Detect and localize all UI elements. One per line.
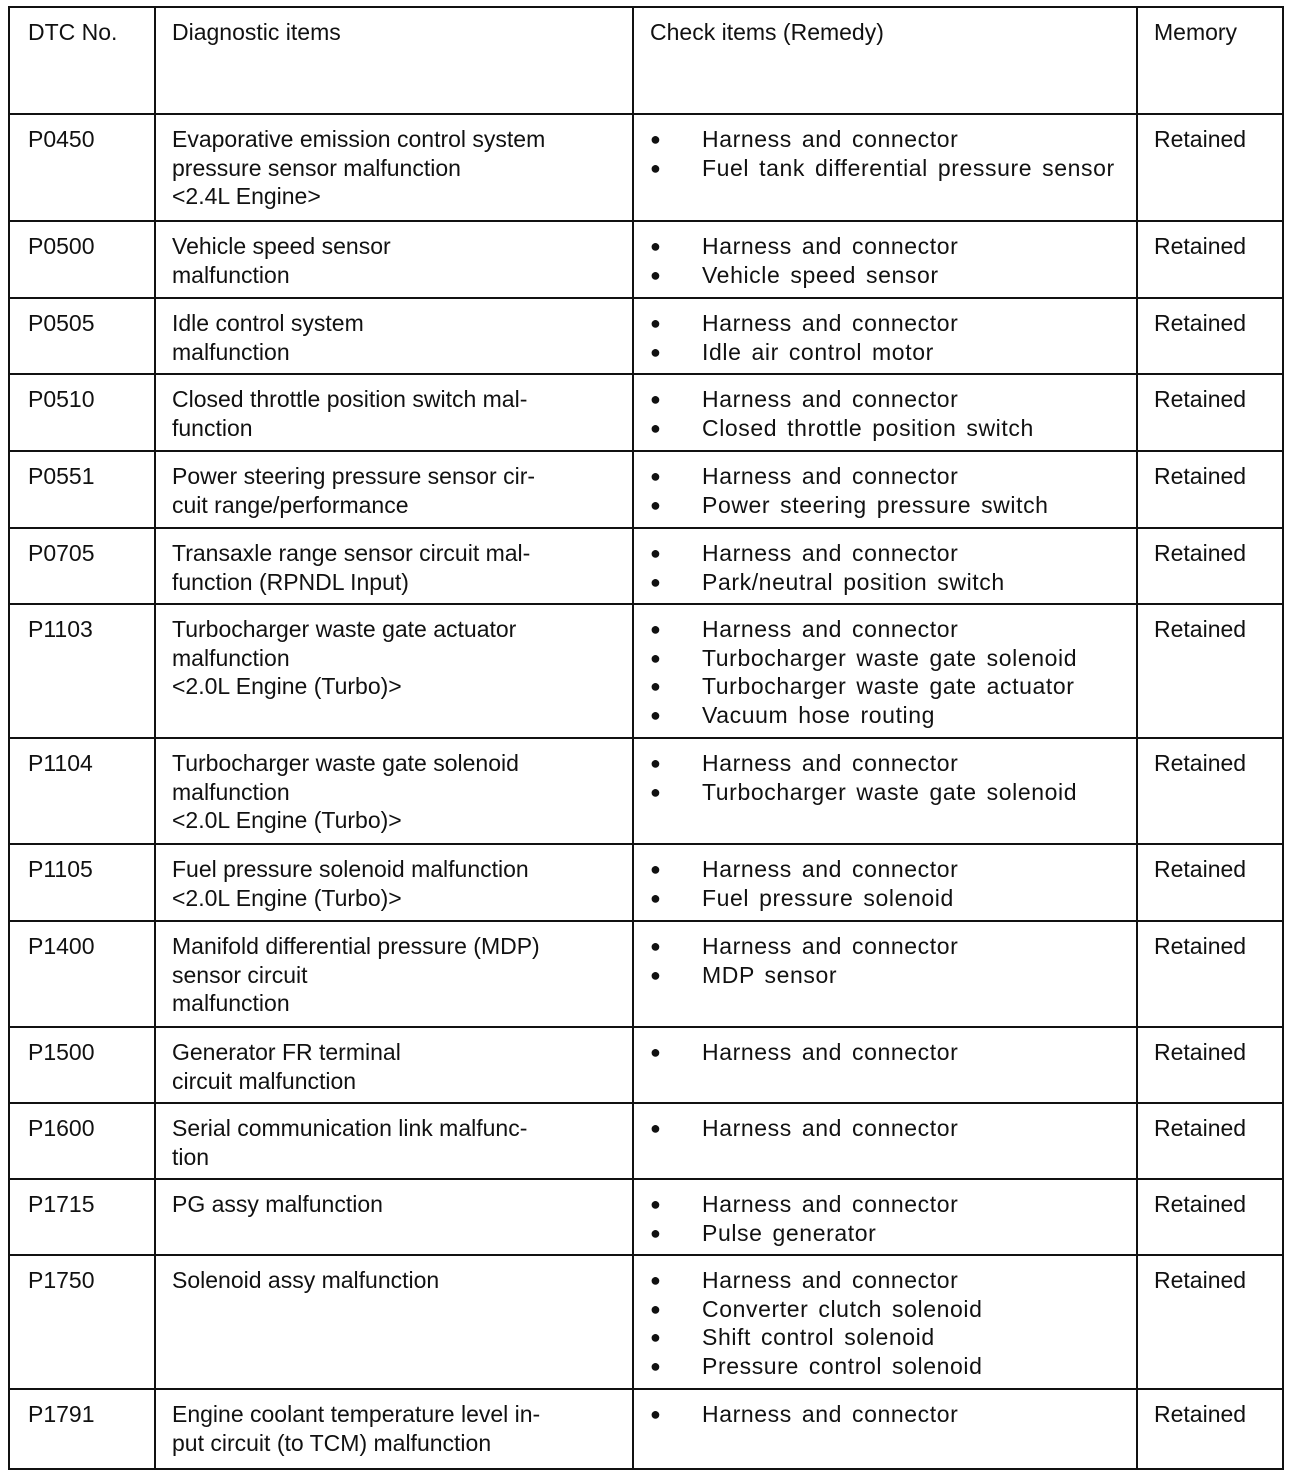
check-item xyxy=(650,462,1126,491)
check-item-text: ● Harness and connector xyxy=(702,233,959,259)
diagnostic-item xyxy=(155,114,633,221)
dtc-code: P1104 xyxy=(9,738,155,844)
check-items xyxy=(633,1027,1137,1103)
check-item xyxy=(650,539,1126,568)
diagnostic-line: circuit malfunction xyxy=(172,1067,357,1094)
check-item xyxy=(650,1295,1126,1324)
diagnostic-line: Generator FR terminal xyxy=(172,1039,401,1065)
diagnostic-line: PG assy malfunction xyxy=(172,1191,383,1217)
diagnostic-line: function (RPNDL Input) xyxy=(172,568,409,595)
check-item-text: ● Fuel tank differential pressure sensor xyxy=(702,154,1115,181)
diagnostic-line: cuit range/performance xyxy=(172,491,409,518)
diagnostic-item xyxy=(155,298,633,374)
dtc-table xyxy=(8,6,1284,1470)
check-item-text: ● Harness and connector xyxy=(702,1115,959,1141)
check-item xyxy=(650,491,1126,520)
diagnostic-line: Transaxle range sensor circuit mal- xyxy=(172,540,531,566)
check-item-text: ● Harness and connector xyxy=(702,933,959,959)
table-row xyxy=(9,1389,1283,1469)
memory-value: Retained xyxy=(1137,221,1283,298)
check-item xyxy=(650,309,1126,338)
check-item xyxy=(650,385,1126,414)
dtc-code: P0500 xyxy=(9,221,155,298)
memory-value: Retained xyxy=(1137,738,1283,844)
diagnostic-line: Evaporative emission control system xyxy=(172,126,546,152)
check-item xyxy=(650,932,1126,961)
header-dtc-no: DTC No. xyxy=(9,7,155,114)
check-item xyxy=(650,701,1126,730)
memory-value: Retained xyxy=(1137,1179,1283,1255)
dtc-code: P1400 xyxy=(9,921,155,1027)
diagnostic-item xyxy=(155,1027,633,1103)
check-item-text: ● Harness and connector xyxy=(702,1267,959,1293)
diagnostic-line: Solenoid assy malfunction xyxy=(172,1267,440,1293)
diagnostic-item xyxy=(155,1255,633,1389)
check-item xyxy=(650,1400,1126,1429)
check-item xyxy=(650,961,1126,990)
dtc-code: P0505 xyxy=(9,298,155,374)
table-body xyxy=(9,114,1283,1469)
diagnostic-line: malfunction xyxy=(172,990,290,1017)
check-item-text: ● Pulse generator xyxy=(702,1219,877,1246)
diagnostic-line: put circuit (to TCM) malfunction xyxy=(172,1429,492,1456)
check-item-text: ● Shift control solenoid xyxy=(702,1324,935,1351)
table-row xyxy=(9,114,1283,221)
check-items xyxy=(633,374,1137,451)
diagnostic-line: Manifold differential pressure (MDP) xyxy=(172,933,540,959)
diagnostic-line: <2.4L Engine> xyxy=(172,183,321,210)
check-item-text: ● Park/neutral position switch xyxy=(702,568,1005,595)
check-item xyxy=(650,261,1126,290)
check-item-text: ● Closed throttle position switch xyxy=(702,414,1034,441)
check-items xyxy=(633,451,1137,528)
check-item-text: ● Turbocharger waste gate actuator xyxy=(702,673,1075,700)
diagnostic-line: tion xyxy=(172,1143,210,1170)
check-items xyxy=(633,921,1137,1027)
diagnostic-item xyxy=(155,921,633,1027)
table-row xyxy=(9,1179,1283,1255)
table-row xyxy=(9,374,1283,451)
diagnostic-line: malfunction xyxy=(172,261,290,288)
dtc-code: P1600 xyxy=(9,1103,155,1179)
dtc-code: P1500 xyxy=(9,1027,155,1103)
table-row xyxy=(9,1103,1283,1179)
check-items xyxy=(633,114,1137,221)
table-row xyxy=(9,604,1283,738)
check-item-text: ● Power steering pressure switch xyxy=(702,491,1049,518)
diagnostic-line: Vehicle speed sensor xyxy=(172,233,391,259)
table-row xyxy=(9,1255,1283,1389)
check-item xyxy=(650,1266,1126,1295)
check-item xyxy=(650,125,1126,154)
diagnostic-item xyxy=(155,374,633,451)
diagnostic-line: Turbocharger waste gate actuator xyxy=(172,616,517,642)
memory-value: Retained xyxy=(1137,1103,1283,1179)
dtc-code: P1791 xyxy=(9,1389,155,1469)
table-row xyxy=(9,298,1283,374)
dtc-code: P0510 xyxy=(9,374,155,451)
check-item-text: ● Harness and connector xyxy=(702,310,959,336)
check-item xyxy=(650,1190,1126,1219)
memory-value: Retained xyxy=(1137,1389,1283,1469)
dtc-code: P0551 xyxy=(9,451,155,528)
check-item-text: ● Turbocharger waste gate solenoid xyxy=(702,644,1078,671)
table-row xyxy=(9,844,1283,921)
diagnostic-line: malfunction xyxy=(172,778,290,805)
memory-value: Retained xyxy=(1137,374,1283,451)
check-item-text: ● Harness and connector xyxy=(702,856,959,882)
check-items xyxy=(633,844,1137,921)
check-item xyxy=(650,232,1126,261)
check-item xyxy=(650,855,1126,884)
diagnostic-item xyxy=(155,1389,633,1469)
diagnostic-line: sensor circuit xyxy=(172,961,308,988)
memory-value: Retained xyxy=(1137,451,1283,528)
diagnostic-line: <2.0L Engine (Turbo)> xyxy=(172,807,402,834)
dtc-code: P1750 xyxy=(9,1255,155,1389)
check-item-text: ● Harness and connector xyxy=(702,540,959,566)
diagnostic-item xyxy=(155,844,633,921)
table-row xyxy=(9,221,1283,298)
check-item xyxy=(650,414,1126,443)
diagnostic-item xyxy=(155,604,633,738)
memory-value: Retained xyxy=(1137,528,1283,604)
check-item xyxy=(650,1038,1126,1067)
check-item-text: ● Harness and connector xyxy=(702,1039,959,1065)
check-item xyxy=(650,338,1126,367)
diagnostic-line: Power steering pressure sensor cir- xyxy=(172,463,536,489)
memory-value: Retained xyxy=(1137,114,1283,221)
check-items xyxy=(633,738,1137,844)
dtc-code: P0705 xyxy=(9,528,155,604)
check-items xyxy=(633,1103,1137,1179)
memory-value: Retained xyxy=(1137,1027,1283,1103)
check-item xyxy=(650,884,1126,913)
diagnostic-line: malfunction xyxy=(172,338,290,365)
check-item xyxy=(650,1352,1126,1381)
check-items xyxy=(633,528,1137,604)
check-item-text: ● Turbocharger waste gate solenoid xyxy=(702,778,1078,805)
check-item-text: ● Vacuum hose routing xyxy=(702,701,936,728)
diagnostic-line: Closed throttle position switch mal- xyxy=(172,386,528,412)
diagnostic-line: function xyxy=(172,414,253,441)
check-item-text: ● Idle air control motor xyxy=(702,338,934,365)
diagnostic-item xyxy=(155,528,633,604)
diagnostic-line: Turbocharger waste gate solenoid xyxy=(172,750,519,776)
check-item-text: ● Fuel pressure solenoid xyxy=(702,884,954,911)
diagnostic-item xyxy=(155,738,633,844)
diagnostic-line: Serial communication link malfunc- xyxy=(172,1115,528,1141)
diagnostic-line: Fuel pressure solenoid malfunction xyxy=(172,856,529,882)
dtc-code: P0450 xyxy=(9,114,155,221)
memory-value: Retained xyxy=(1137,844,1283,921)
memory-value: Retained xyxy=(1137,921,1283,1027)
table-row xyxy=(9,451,1283,528)
check-item-text: ● Harness and connector xyxy=(702,1191,959,1217)
diagnostic-line: <2.0L Engine (Turbo)> xyxy=(172,673,402,700)
check-items xyxy=(633,221,1137,298)
check-item-text: ● Harness and connector xyxy=(702,126,959,152)
check-item-text: ● Harness and connector xyxy=(702,750,959,776)
check-item-text: ● Converter clutch solenoid xyxy=(702,1295,983,1322)
diagnostic-line: Idle control system xyxy=(172,310,364,336)
check-item xyxy=(650,778,1126,807)
diagnostic-item xyxy=(155,451,633,528)
check-items xyxy=(633,1389,1137,1469)
check-items xyxy=(633,1179,1137,1255)
check-item-text: ● Harness and connector xyxy=(702,463,959,489)
table-row xyxy=(9,921,1283,1027)
diagnostic-item xyxy=(155,1103,633,1179)
check-item-text: ● Harness and connector xyxy=(702,616,959,642)
check-items xyxy=(633,1255,1137,1389)
dtc-code: P1105 xyxy=(9,844,155,921)
check-item xyxy=(650,749,1126,778)
memory-value: Retained xyxy=(1137,1255,1283,1389)
dtc-code: P1715 xyxy=(9,1179,155,1255)
header-check-items: Check items (Remedy) xyxy=(633,7,1137,114)
check-item-text: ● Harness and connector xyxy=(702,386,959,412)
table-row xyxy=(9,1027,1283,1103)
memory-value: Retained xyxy=(1137,298,1283,374)
check-item-text: ● Pressure control solenoid xyxy=(702,1352,983,1379)
header-row xyxy=(9,7,1283,114)
check-item xyxy=(650,644,1126,673)
check-item-text: ● Vehicle speed sensor xyxy=(702,261,939,288)
check-item xyxy=(650,1114,1126,1143)
check-item xyxy=(650,672,1126,701)
check-item xyxy=(650,1219,1126,1248)
header-diagnostic-items: Diagnostic items xyxy=(155,7,633,114)
diagnostic-line: pressure sensor malfunction xyxy=(172,154,461,181)
header-memory: Memory xyxy=(1137,7,1283,114)
check-item-text: ● Harness and connector xyxy=(702,1401,959,1427)
check-item xyxy=(650,1323,1126,1352)
check-item-text: ● MDP sensor xyxy=(702,961,838,988)
table-row xyxy=(9,528,1283,604)
diagnostic-line: malfunction xyxy=(172,644,290,671)
dtc-code: P1103 xyxy=(9,604,155,738)
table-row xyxy=(9,738,1283,844)
check-item xyxy=(650,615,1126,644)
check-item xyxy=(650,568,1126,597)
diagnostic-item xyxy=(155,221,633,298)
check-item xyxy=(650,154,1126,183)
diagnostic-item xyxy=(155,1179,633,1255)
diagnostic-line: Engine coolant temperature level in- xyxy=(172,1401,541,1427)
memory-value: Retained xyxy=(1137,604,1283,738)
diagnostic-line: <2.0L Engine (Turbo)> xyxy=(172,884,402,911)
check-items xyxy=(633,604,1137,738)
check-items xyxy=(633,298,1137,374)
